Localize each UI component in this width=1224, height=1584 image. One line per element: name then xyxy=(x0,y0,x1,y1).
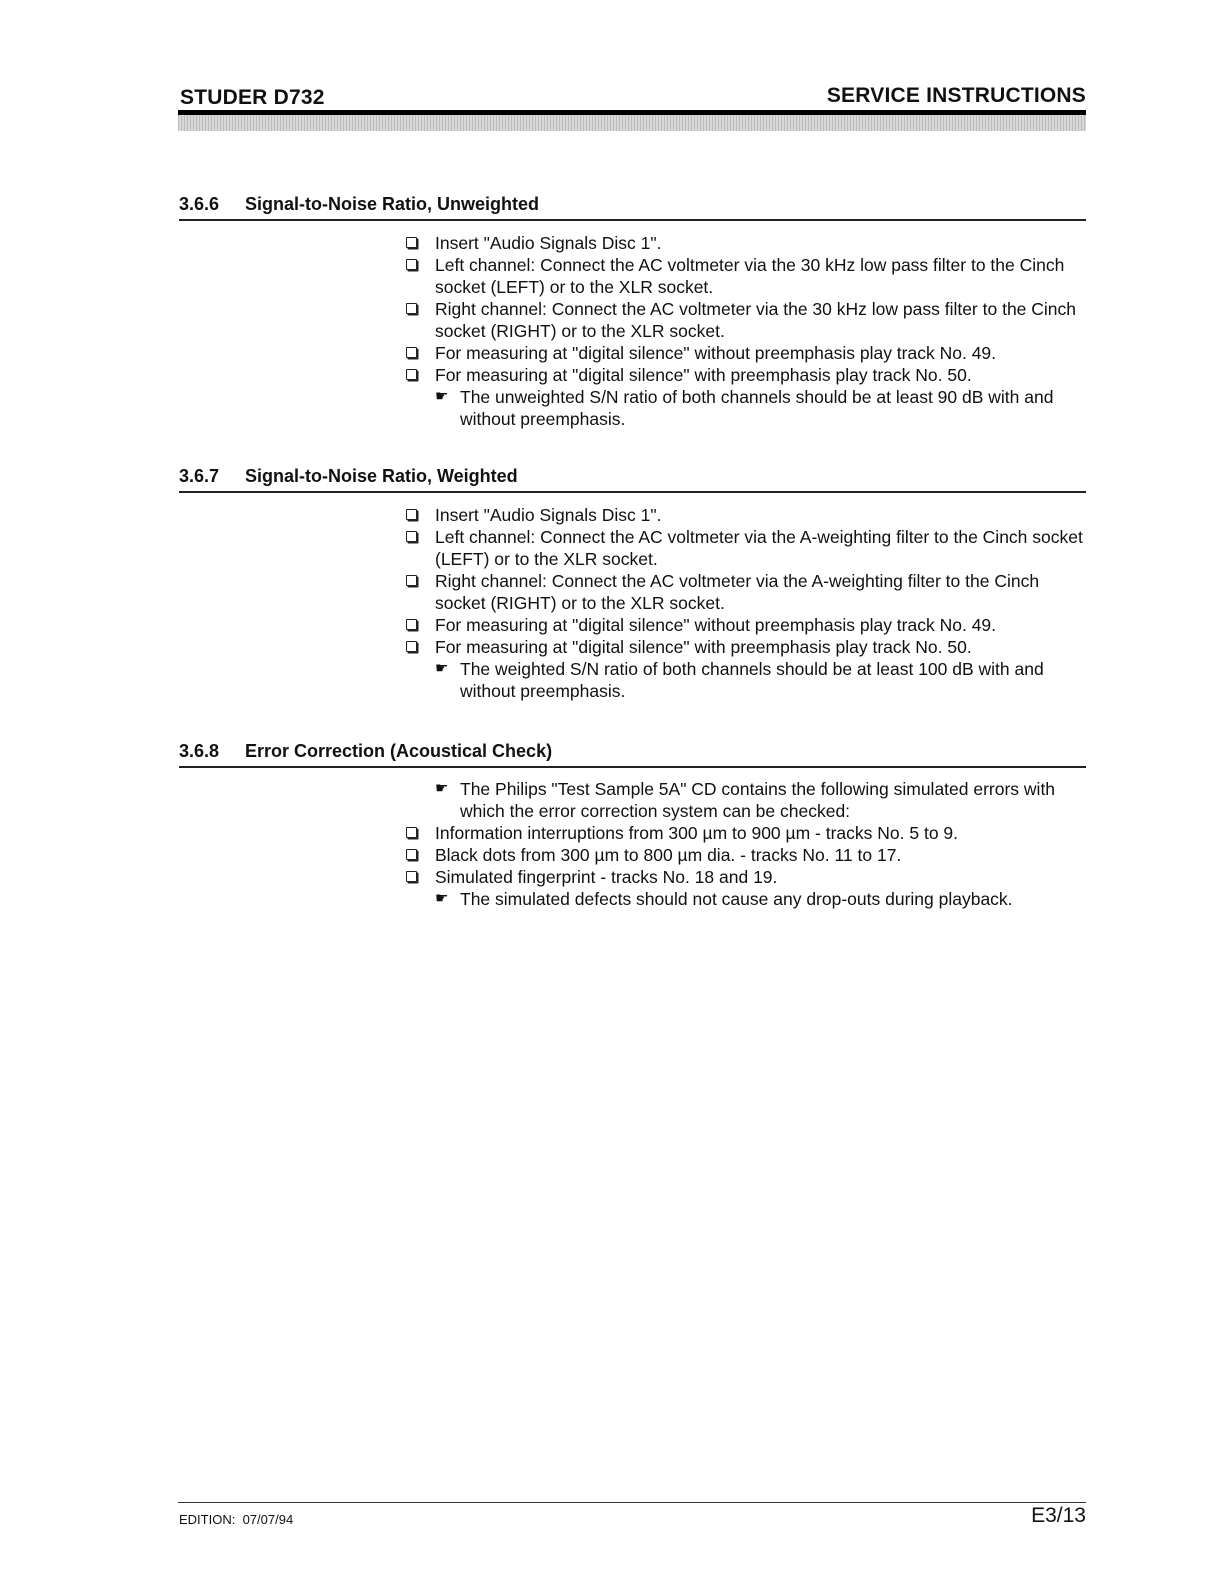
section-number: 3.6.6 xyxy=(179,194,220,214)
list-item-text: The simulated defects should not cause any drop-outs during playback. xyxy=(460,889,1013,909)
section-heading xyxy=(179,741,1086,768)
section-title: Signal-to-Noise Ratio, Unweighted xyxy=(245,194,540,214)
list-item xyxy=(404,658,1086,702)
header-shaded-band xyxy=(178,115,1086,131)
section-title: Signal-to-Noise Ratio, Weighted xyxy=(245,466,518,486)
list-item xyxy=(404,844,1086,866)
checkbox-icon xyxy=(406,641,417,652)
list-item-text: Information interruptions from 300 µm to 900 µm - tracks No. 5 to 9. xyxy=(435,823,959,843)
list-item-text: The unweighted S/N ratio of both channels should be at least 90 dB with and without preemphasis. xyxy=(460,387,1054,429)
list-item xyxy=(404,822,1086,844)
list-item xyxy=(404,386,1086,430)
list-item-text: Right channel: Connect the AC voltmeter via the 30 kHz low pass filter to the Cinch socket (RIGHT) or to the XLR socket. xyxy=(435,299,1077,341)
checkbox-icon xyxy=(406,303,417,314)
list-item-text: Simulated fingerprint - tracks No. 18 and 19. xyxy=(435,867,778,887)
header-right-title: SERVICE INSTRUCTIONS xyxy=(826,84,1086,107)
list-item xyxy=(404,866,1086,888)
pointing-hand-icon: ☛ xyxy=(435,890,449,907)
list-item xyxy=(404,526,1086,570)
section-title: Error Correction (Acoustical Check) xyxy=(245,741,553,761)
list-item-text: The Philips "Test Sample 5A" CD contains the following simulated errors with which the error correction system can be checked: xyxy=(460,779,1056,821)
checkbox-icon xyxy=(406,827,417,838)
checkbox-icon xyxy=(406,259,417,270)
list-item-text: For measuring at "digital silence" with preemphasis play track No. 50. xyxy=(435,637,972,657)
checkbox-icon xyxy=(406,347,417,358)
footer-rule xyxy=(178,1502,1086,1503)
list-item-text: Right channel: Connect the AC voltmeter via the A-weighting filter to the Cinch socket (RIGHT) or to the XLR socket. xyxy=(435,571,1040,613)
list-item xyxy=(404,232,1086,254)
checkbox-icon xyxy=(406,619,417,630)
list-item xyxy=(404,570,1086,614)
list-item xyxy=(404,364,1086,386)
section-number: 3.6.8 xyxy=(179,741,220,761)
list-item xyxy=(404,254,1086,298)
list-item xyxy=(404,504,1086,526)
list-item-text: Left channel: Connect the AC voltmeter via the 30 kHz low pass filter to the Cinch socket (LEFT) or to the XLR socket. xyxy=(435,255,1065,297)
checkbox-icon xyxy=(406,509,417,520)
checkbox-icon xyxy=(406,871,417,882)
pointing-hand-icon: ☛ xyxy=(435,780,449,797)
list-item-text: For measuring at "digital silence" without preemphasis play track No. 49. xyxy=(435,343,997,363)
section-list xyxy=(404,232,1086,430)
section-list xyxy=(404,504,1086,702)
list-item-text: Black dots from 300 µm to 800 µm dia. - tracks No. 11 to 17. xyxy=(435,845,902,865)
checkbox-icon xyxy=(406,531,417,542)
list-item xyxy=(404,636,1086,658)
section-heading xyxy=(179,466,1086,493)
list-item-text: Insert "Audio Signals Disc 1". xyxy=(435,505,662,525)
checkbox-icon xyxy=(406,849,417,860)
checkbox-icon xyxy=(406,237,417,248)
edition-label: EDITION: xyxy=(179,1512,236,1527)
list-item xyxy=(404,342,1086,364)
list-item xyxy=(404,888,1086,910)
list-item xyxy=(404,298,1086,342)
checkbox-icon xyxy=(406,575,417,586)
pointing-hand-icon: ☛ xyxy=(435,660,449,677)
section-list xyxy=(404,778,1086,910)
footer-edition xyxy=(179,1512,293,1527)
page-number: E3/13 xyxy=(1031,1504,1086,1527)
header-left-title: STUDER D732 xyxy=(180,86,325,109)
section-heading xyxy=(179,194,1086,221)
list-item-text: For measuring at "digital silence" with preemphasis play track No. 50. xyxy=(435,365,972,385)
edition-date: 07/07/94 xyxy=(242,1512,294,1527)
section-number: 3.6.7 xyxy=(179,466,220,486)
list-item-text: Left channel: Connect the AC voltmeter via the A-weighting filter to the Cinch socket (LEFT) or to the XLR socket. xyxy=(435,527,1083,569)
pointing-hand-icon: ☛ xyxy=(435,388,449,405)
list-item xyxy=(404,614,1086,636)
list-item-text: The weighted S/N ratio of both channels should be at least 100 dB with and without preemphasis. xyxy=(460,659,1044,701)
list-item xyxy=(404,778,1086,822)
checkbox-icon xyxy=(406,369,417,380)
list-item-text: For measuring at "digital silence" without preemphasis play track No. 49. xyxy=(435,615,997,635)
list-item-text: Insert "Audio Signals Disc 1". xyxy=(435,233,662,253)
